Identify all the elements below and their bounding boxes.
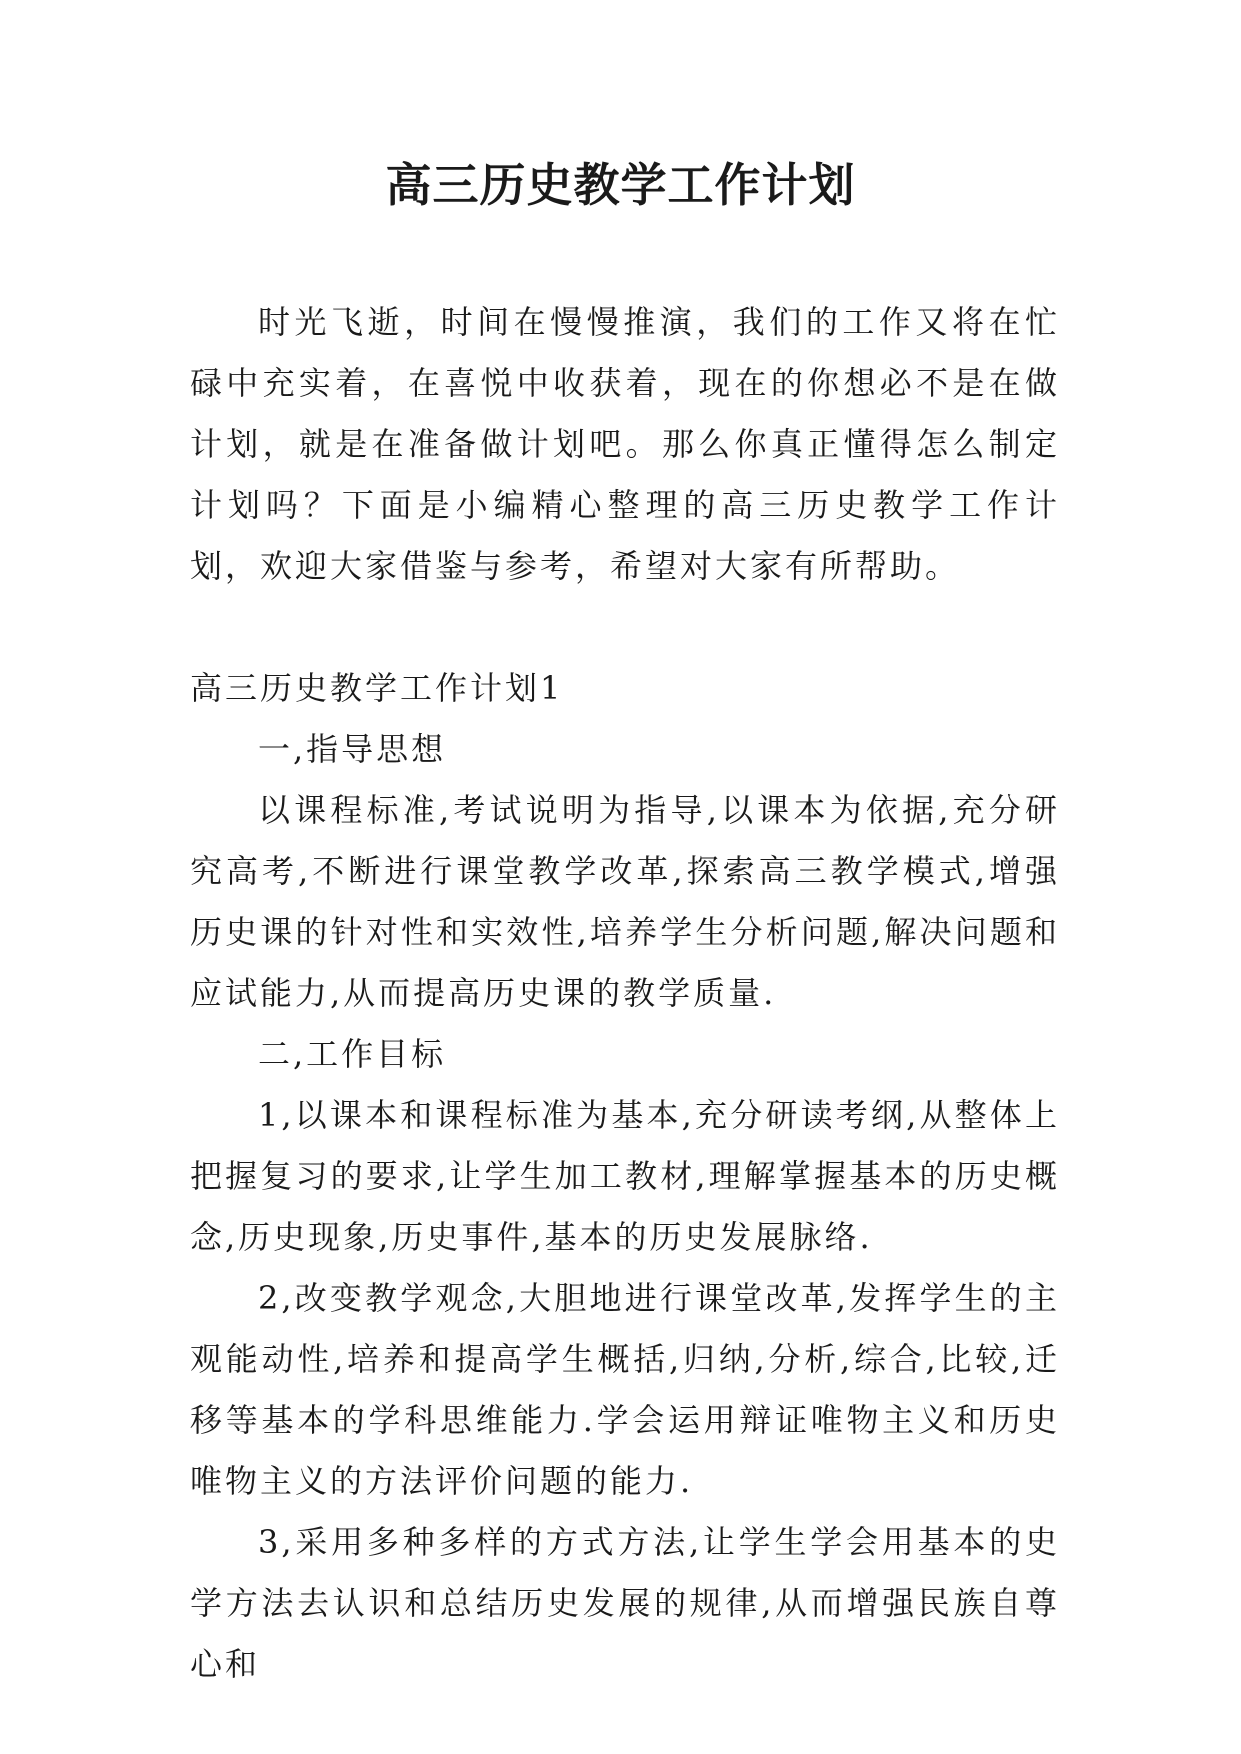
heading-guiding-thought: 一,指导思想 [258,730,447,768]
section-title: 高三历史教学工作计划1 [190,669,564,707]
goal-item-3: 3,采用多种多样的方式方法,让学生学会用基本的史学方法去认识和总结历史发展的规律,从而增强民族自尊心和 [190,1523,1060,1683]
goal-item-2: 2,改变教学观念,大胆地进行课堂改革,发挥学生的主观能动性,培养和提高学生概括,归纳,分析,综合,比较,迁移等基本的学科思维能力.学会运用辩证唯物主义和历史唯物主义的方法评价问题的能力. [190,1279,1060,1500]
goal-item-1: 1,以课本和课程标准为基本,充分研读考纲,从整体上把握复习的要求,让学生加工教材,理解掌握基本的历史概念,历史现象,历史事件,基本的历史发展脉络. [190,1096,1060,1256]
document-title: 高三历史教学工作计划 [385,158,856,212]
guiding-thought-paragraph: 以课程标准,考试说明为指导,以课本为依据,充分研究高考,不断进行课堂教学改革,探索高三教学模式,增强历史课的针对性和实效性,培养学生分析问题,解决问题和应试能力,从而提高历史课的教学质量. [190,791,1060,1012]
intro-paragraph: 时光飞逝，时间在慢慢推演，我们的工作又将在忙碌中充实着，在喜悦中收获着，现在的你想必不是在做计划，就是在准备做计划吧。那么你真正懂得怎么制定计划吗？下面是小编精心整理的高三历史教学工作计划，欢迎大家借鉴与参考，希望对大家有所帮助。 [190,303,1060,585]
document-body [190,292,1060,1695]
heading-work-goals: 二,工作目标 [258,1035,447,1073]
